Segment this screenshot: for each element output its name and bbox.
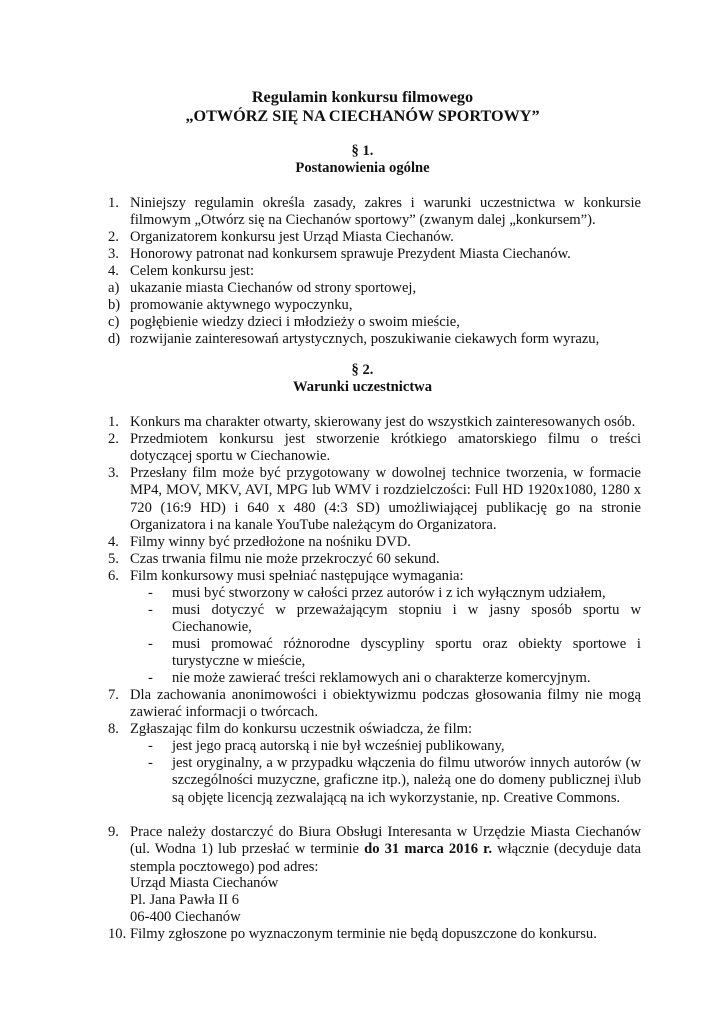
- section-2-mark: § 2.: [351, 362, 374, 378]
- item-number: 10.: [108, 926, 127, 942]
- item-letter: d): [108, 331, 121, 347]
- requirement-text: musi dotyczyć w przeważającym stopniu i w jasny sposób sportu w Ciechanowie,: [172, 602, 641, 636]
- item-letter: b): [108, 297, 121, 313]
- item-number: 6.: [108, 568, 119, 584]
- list-item: [108, 331, 641, 348]
- item-text: Film konkursowy musi spełniać następujące wymagania:: [130, 568, 464, 584]
- item-text: promowanie aktywnego wypoczynku,: [130, 297, 353, 313]
- declaration-text: jest oryginalny, a w przypadku włączenia do filmu utworów innych autorów (w szczególności muzyczne, graficzne itp.), należą one do domeny publicznej i\lub są objęte licencją zezwalającą na ich wykorzystanie, np. Creative Commons.: [172, 755, 641, 806]
- item-number: 3.: [108, 246, 119, 262]
- item-number: 9.: [108, 824, 119, 840]
- list-item: [108, 246, 641, 263]
- item-letter: a): [108, 280, 120, 296]
- item-text: rozwijanie zainteresowań artystycznych, poszukiwanie ciekawych form wyrazu,: [130, 331, 600, 347]
- item-number: 3.: [108, 465, 119, 481]
- requirement-item: [148, 585, 641, 602]
- dash-bullet: -: [148, 602, 153, 618]
- item-text: Dla zachowania anonimowości i obiektywizmu podczas głosowania filmy nie mogą zawierać informacji o twórcach.: [130, 687, 641, 721]
- item-text-part: Prace należy dostarczyć do Biura Obsługi Interesanta w Urzędzie Miasta Ciechanów (ul. Wodna 1) lub przesłać w terminie: [130, 824, 641, 858]
- declaration-item: [148, 755, 641, 807]
- address-line: 06-400 Ciechanów: [130, 909, 241, 925]
- list-item: [108, 926, 641, 943]
- item-text: Czas trwania filmu nie może przekroczyć 60 sekund.: [130, 551, 440, 567]
- document-title: Regulamin konkursu filmowego: [251, 88, 474, 106]
- list-item: [108, 824, 641, 876]
- requirement-item: [148, 670, 641, 687]
- dash-bullet: -: [148, 636, 153, 652]
- address-line: Pl. Jana Pawła II 6: [130, 892, 240, 908]
- item-text: Filmy zgłoszone po wyznaczonym terminie nie będą dopuszczone do konkursu.: [130, 926, 597, 942]
- item-text: pogłębienie wiedzy dzieci i młodzieży o swoim mieście,: [130, 314, 460, 330]
- item-text: Filmy winny być przedłożone na nośniku DVD.: [130, 534, 411, 550]
- item-text: Honorowy patronat nad konkursem sprawuje Prezydent Miasta Ciechanów.: [130, 246, 571, 262]
- item-number: 4.: [108, 534, 119, 550]
- list-item: [108, 431, 641, 466]
- list-item: [108, 280, 641, 297]
- section-2-heading: Warunki uczestnictwa: [292, 379, 433, 395]
- list-item: [108, 551, 641, 568]
- list-item: [108, 263, 641, 280]
- item-text: Zgłaszając film do konkursu uczestnik oświadcza, że film:: [130, 721, 473, 737]
- requirement-text: musi być stworzony w całości przez autorów i z ich wyłącznym udziałem,: [172, 585, 606, 601]
- declaration-item: [148, 738, 641, 755]
- section-1-mark: § 1.: [351, 143, 374, 159]
- list-item: [108, 465, 641, 534]
- item-number: 1.: [108, 414, 119, 430]
- item-text: Celem konkursu jest:: [130, 263, 255, 279]
- item-text: Niniejszy regulamin określa zasady, zakres i warunki uczestnictwa w konkursie filmowym „Otwórz się na Ciechanów sportowy” (zwanym dalej „konkursem”).: [130, 195, 641, 229]
- address-line: Urząd Miasta Ciechanów: [130, 875, 279, 891]
- requirement-item: [148, 636, 641, 671]
- dash-bullet: -: [148, 585, 153, 601]
- requirement-item: [148, 602, 641, 637]
- document-subtitle: „OTWÓRZ SIĘ NA CIECHANÓW SPORTOWY”: [185, 107, 540, 125]
- declaration-text: jest jego pracą autorską i nie był wcześniej publikowany,: [172, 738, 505, 754]
- item-number: 1.: [108, 195, 119, 211]
- dash-bullet: -: [148, 738, 153, 754]
- section-1-heading: Postanowienia ogólne: [295, 160, 430, 176]
- item-number: 7.: [108, 687, 119, 703]
- list-item: [108, 534, 641, 551]
- item-number: 5.: [108, 551, 119, 567]
- list-item: [108, 229, 641, 246]
- dash-bullet: -: [148, 755, 153, 771]
- list-item: [108, 721, 641, 738]
- item-number: 4.: [108, 263, 119, 279]
- requirement-text: musi promować różnorodne dyscypliny sportu oraz obiekty sportowe i turystyczne w mieście,: [172, 636, 641, 670]
- deadline-date: do 31 marca 2016 r.: [364, 841, 492, 858]
- item-number: 2.: [108, 431, 119, 447]
- list-item: [108, 568, 641, 585]
- item-text: Przedmiotem konkursu jest stworzenie krótkiego amatorskiego filmu o treści dotyczącej sportu w Ciechanowie.: [130, 431, 641, 465]
- list-item: [108, 297, 641, 314]
- item-text: [130, 824, 641, 876]
- requirement-text: nie może zawierać treści reklamowych ani o charakterze komercyjnym.: [172, 670, 591, 686]
- list-item: [108, 687, 641, 722]
- item-text: ukazanie miasta Ciechanów od strony sportowej,: [130, 280, 417, 296]
- item-letter: c): [108, 314, 120, 330]
- item-number: 2.: [108, 229, 119, 245]
- item-number: 8.: [108, 721, 119, 737]
- dash-bullet: -: [148, 670, 153, 686]
- item-text: Konkurs ma charakter otwarty, skierowany jest do wszystkich zainteresowanych osób.: [130, 414, 636, 430]
- item-text-part: włącznie (decyduje data stempla pocztowego) pod adres:: [130, 841, 641, 875]
- item-text: Organizatorem konkursu jest Urząd Miasta Ciechanów.: [130, 229, 454, 245]
- list-item: [108, 195, 641, 230]
- list-item: [108, 414, 641, 431]
- item-text: Przesłany film może być przygotowany w dowolnej technice tworzenia, w formacie MP4, MOV, MKV, AVI, MPG lub WMV i rozdzielczości: Full HD 1920x1080, 1280 x 720 (16:9 HD) i 640 x 480 (4:3 SD) umożliwiającej publikację go na stronie Organizatora i na kanale YouTube należącym do Organizatora.: [130, 465, 641, 533]
- list-item: [108, 314, 641, 331]
